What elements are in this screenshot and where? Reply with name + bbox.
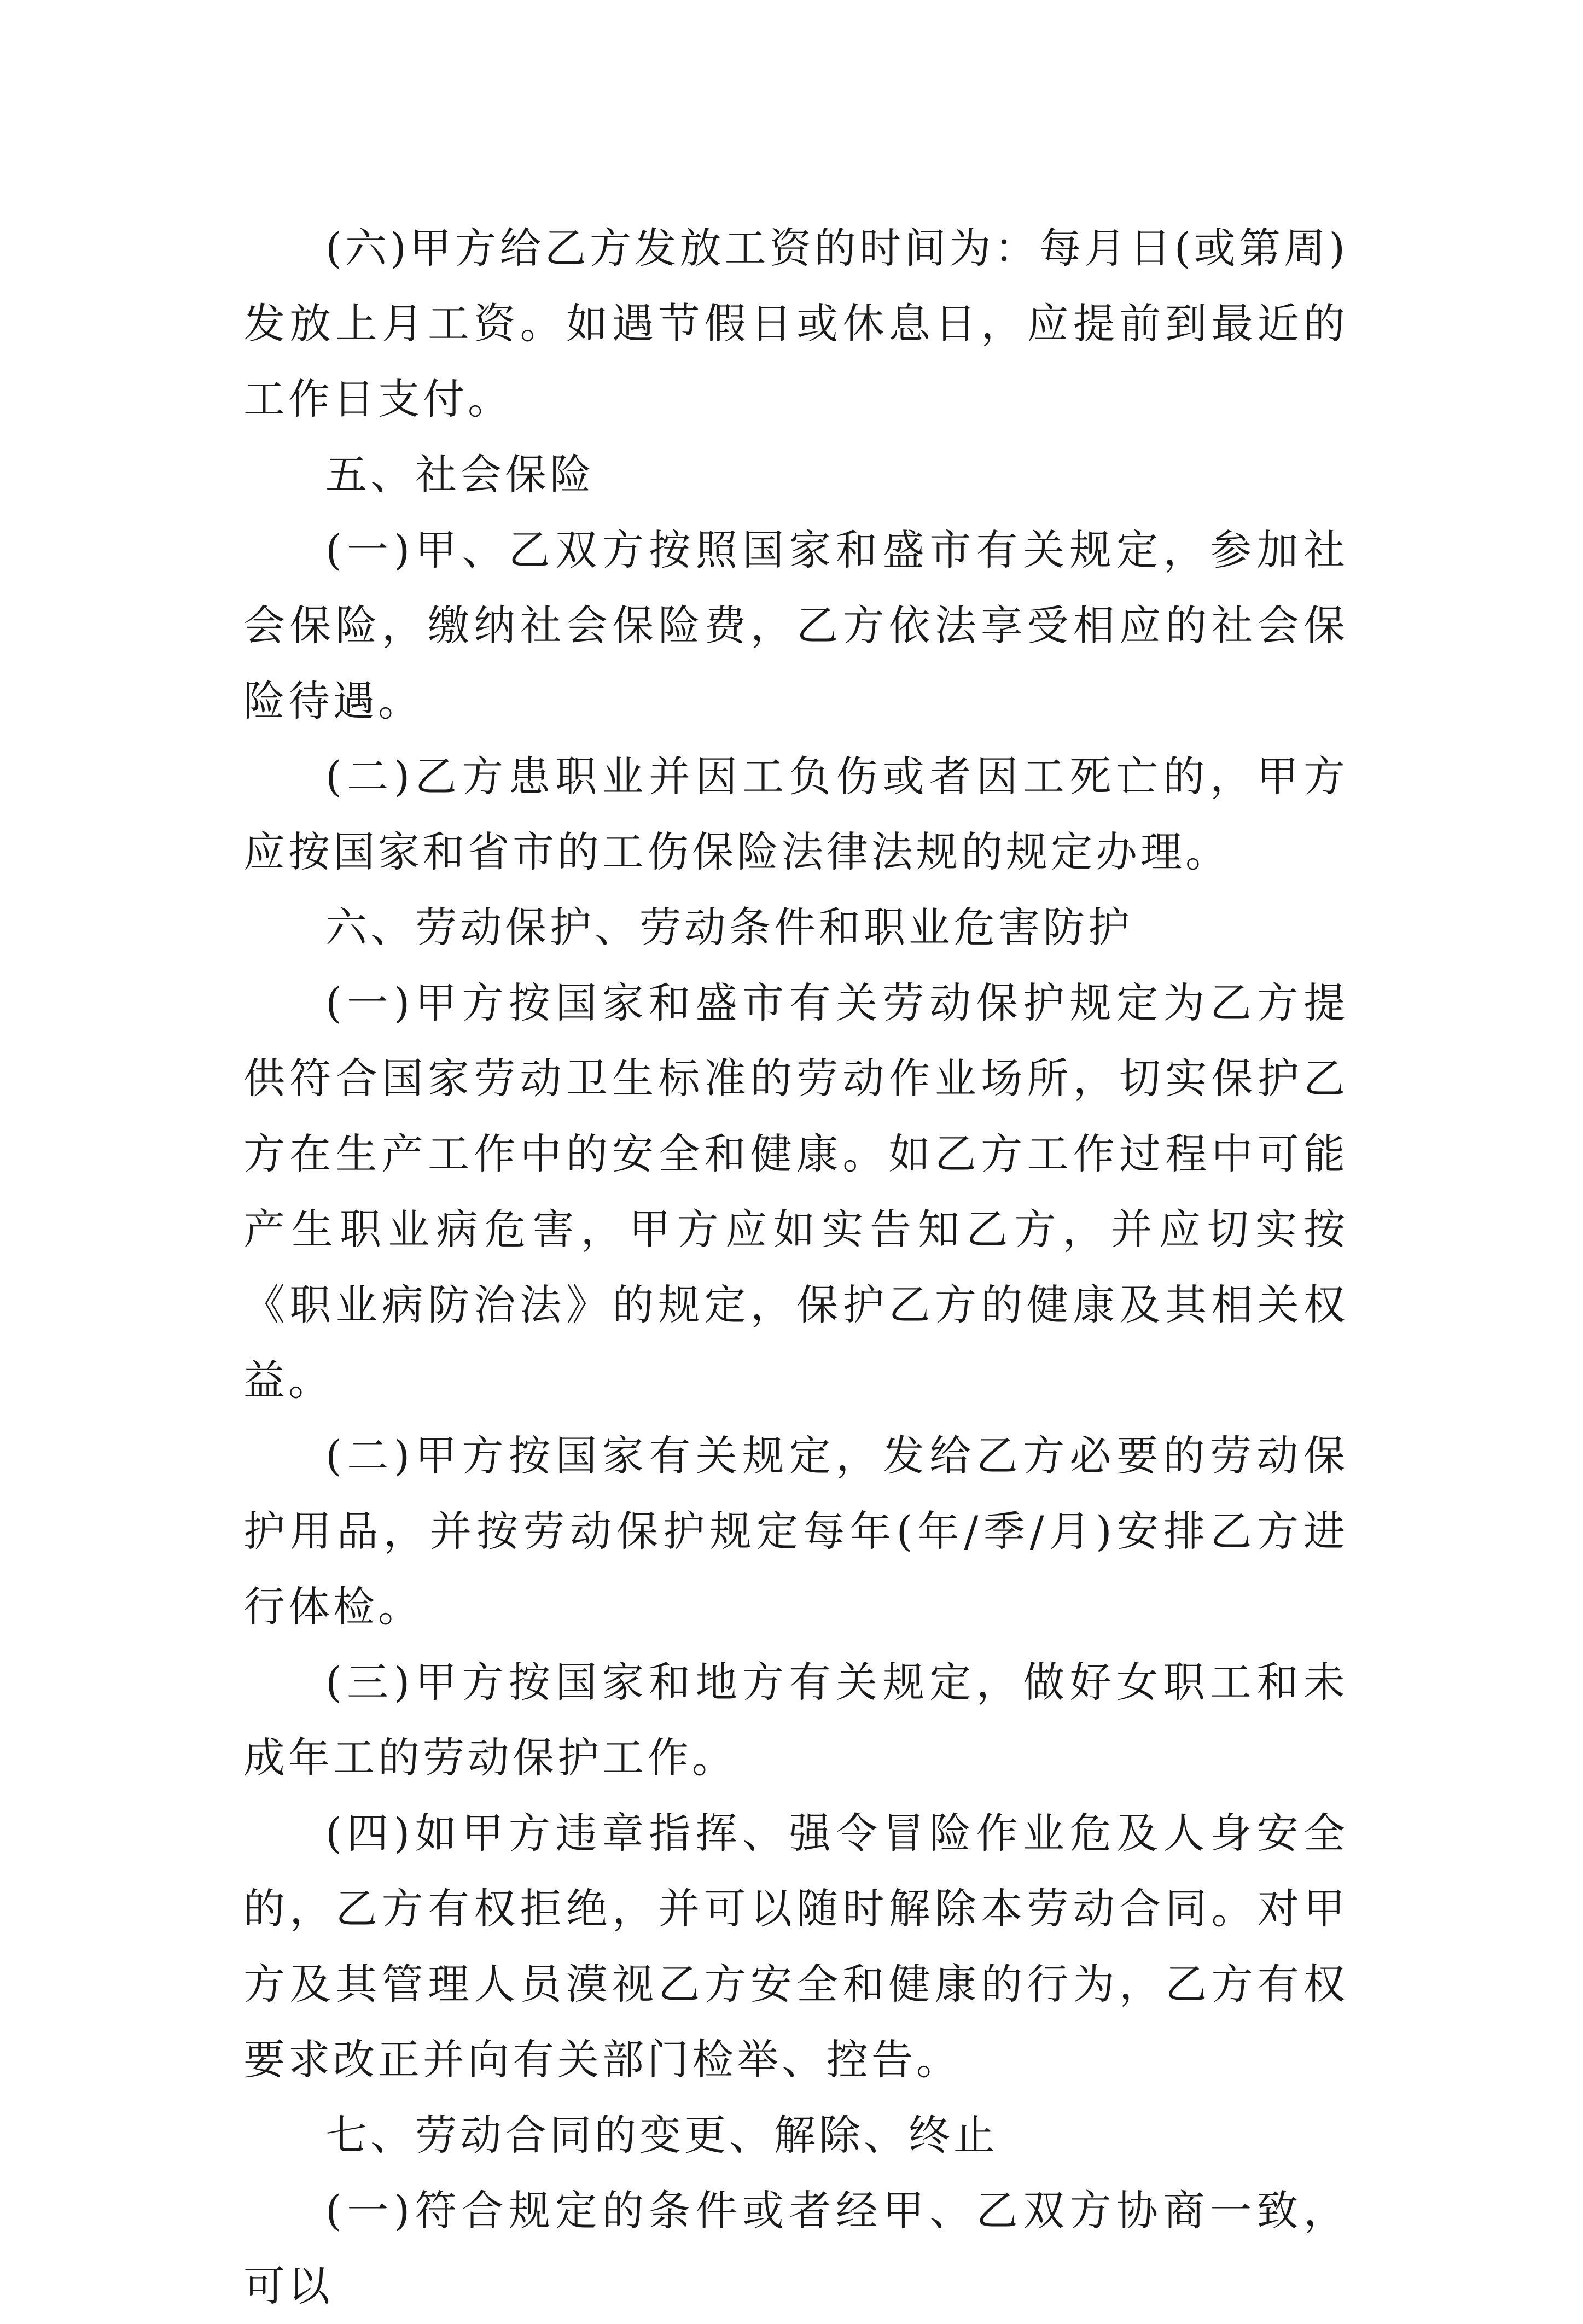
paragraph-wage-payment-time: (六)甲方给乙方发放工资的时间为：每月日(或第周)发放上月工资。如遇节假日或休息日，应提前到最近的工作日支付。 (243, 224, 1348, 423)
paragraph-labor-protection-3: (三)甲方按国家和地方有关规定，做好女职工和未成年工的劳动保护工作。 (243, 1658, 1348, 1782)
section-heading-contract-change: 七、劳动合同的变更、解除、终止 (325, 2111, 998, 2159)
paragraph-contract-change-1: (一)符合规定的条件或者经甲、乙双方协商一致，可以 (243, 2186, 1348, 2310)
paragraph-labor-protection-2: (二)甲方按国家有关规定，发给乙方必要的劳动保护用品，并按劳动保护规定每年(年/季/月)安排乙方进行体检。 (243, 1431, 1348, 1631)
paragraph-labor-protection-1: (一)甲方按国家和盛市有关劳动保护规定为乙方提供符合国家劳动卫生标准的劳动作业场所，切实保护乙方在生产工作中的安全和健康。如乙方工作过程中可能产生职业病危害，甲方应如实告知乙方，并应切实按《职业病防治法》的规定，保护乙方的健康及其相关权益。 (243, 978, 1348, 1405)
paragraph-social-insurance-1: (一)甲、乙双方按照国家和盛市有关规定，参加社会保险，缴纳社会保险费，乙方依法享受相应的社会保险待遇。 (243, 526, 1348, 725)
section-heading-labor-protection: 六、劳动保护、劳动条件和职业危害防护 (325, 903, 1133, 952)
document-body (243, 211, 1348, 2324)
paragraph-social-insurance-2: (二)乙方患职业并因工负伤或者因工死亡的，甲方应按国家和省市的工伤保险法律法规的规定办理。 (243, 752, 1348, 876)
paragraph-labor-protection-4: (四)如甲方违章指挥、强令冒险作业危及人身安全的，乙方有权拒绝，并可以随时解除本劳动合同。对甲方及其管理人员漠视乙方安全和健康的行为，乙方有权要求改正并向有关部门检举、控告。 (243, 1809, 1348, 2084)
section-heading-social-insurance: 五、社会保险 (325, 450, 595, 499)
